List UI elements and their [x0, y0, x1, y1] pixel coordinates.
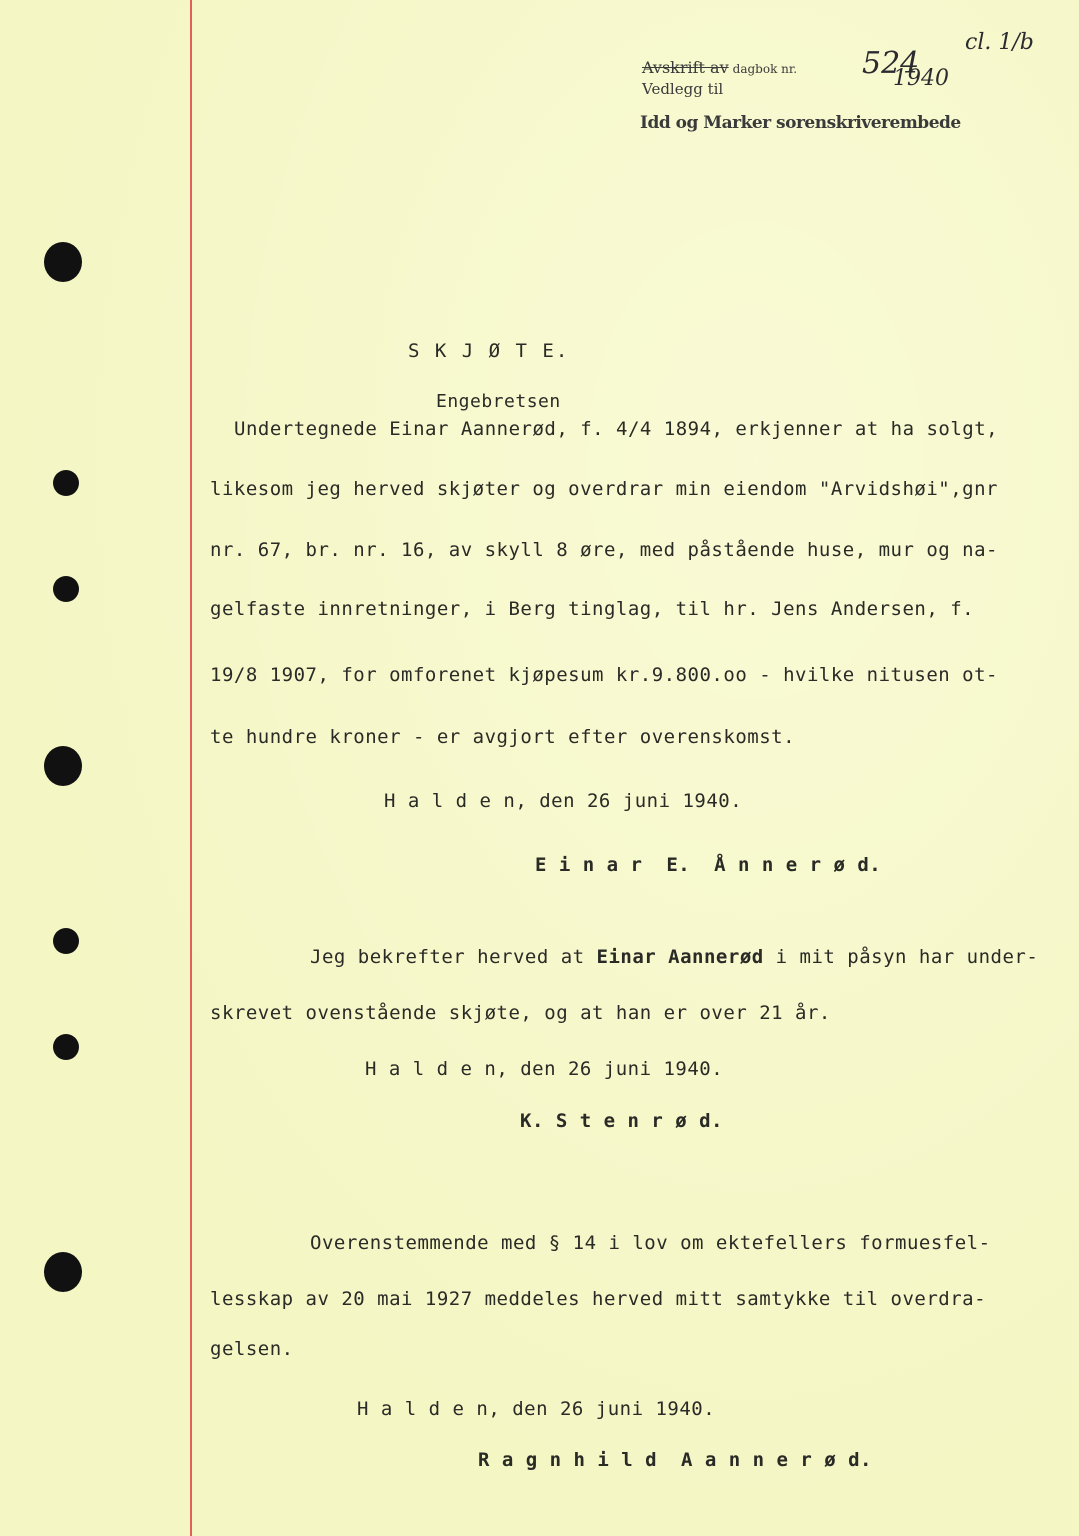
witness-signature: K. S t e n r ø d. — [520, 1110, 723, 1132]
handwritten-journal-number: 524 — [862, 46, 920, 81]
punch-hole — [53, 1034, 79, 1060]
consent-line: gelsen. — [210, 1338, 294, 1360]
registry-stamp-office: Idd og Marker sorenskriverembede — [640, 113, 961, 133]
body-line: nr. 67, br. nr. 16, av skyll 8 øre, med påstående huse, mur og na- — [210, 539, 998, 561]
stamp-avskrift: Avskrift av — [642, 58, 729, 77]
document-title: S K J Ø T E. — [408, 340, 570, 362]
spouse-signature: R a g n h i l d A a n n e r ø d. — [478, 1449, 872, 1471]
body-line: likesom jeg herved skjøter og overdrar min eiendom "Arvidshøi",gnr — [210, 478, 998, 500]
body-line: gelfaste innretninger, i Berg tinglag, til hr. Jens Andersen, f. — [210, 598, 975, 620]
punch-hole — [53, 576, 79, 602]
handwritten-corner-note: cl. 1/b — [965, 30, 1034, 55]
registry-stamp-line1 — [642, 58, 797, 77]
witness-name: Einar Aannerød — [596, 946, 764, 968]
witness-text: i mit påsyn har under- — [763, 946, 1039, 968]
punch-hole — [44, 1252, 82, 1292]
punch-hole — [53, 928, 79, 954]
registry-stamp-line2: Vedlegg til — [642, 80, 724, 98]
body-line: te hundre kroner - er avgjort efter overenskomst. — [210, 726, 796, 748]
consent-line: Overenstemmende med § 14 i lov om ektefellers formuesfel- — [310, 1232, 991, 1254]
seller-signature: E i n a r E. Å n n e r ø d. — [535, 854, 882, 876]
punch-hole — [44, 746, 82, 786]
place-date: H a l d e n, den 26 juni 1940. — [365, 1058, 724, 1080]
margin-line — [190, 0, 192, 1536]
punch-hole — [53, 470, 79, 496]
body-line: Undertegnede Einar Aannerød, f. 4/4 1894, erkjenner at ha solgt, — [234, 418, 999, 440]
witness-text: Jeg bekrefter herved at — [310, 946, 597, 968]
witness-line: skrevet ovenstående skjøte, og at han er over 21 år. — [210, 1002, 831, 1024]
consent-line: lesskap av 20 mai 1927 meddeles herved mitt samtykke til overdra- — [210, 1288, 987, 1310]
inserted-surname: Engebretsen — [436, 391, 561, 412]
handwritten-year: 1940 — [893, 66, 949, 91]
body-line: 19/8 1907, for omforenet kjøpesum kr.9.800.oo - hvilke nitusen ot- — [210, 664, 998, 686]
witness-line — [310, 946, 1038, 968]
place-date: H a l d e n, den 26 juni 1940. — [384, 790, 743, 812]
stamp-dagbok: dagbok nr. — [732, 62, 798, 76]
punch-hole — [44, 242, 82, 282]
place-date: H a l d e n, den 26 juni 1940. — [357, 1398, 716, 1420]
